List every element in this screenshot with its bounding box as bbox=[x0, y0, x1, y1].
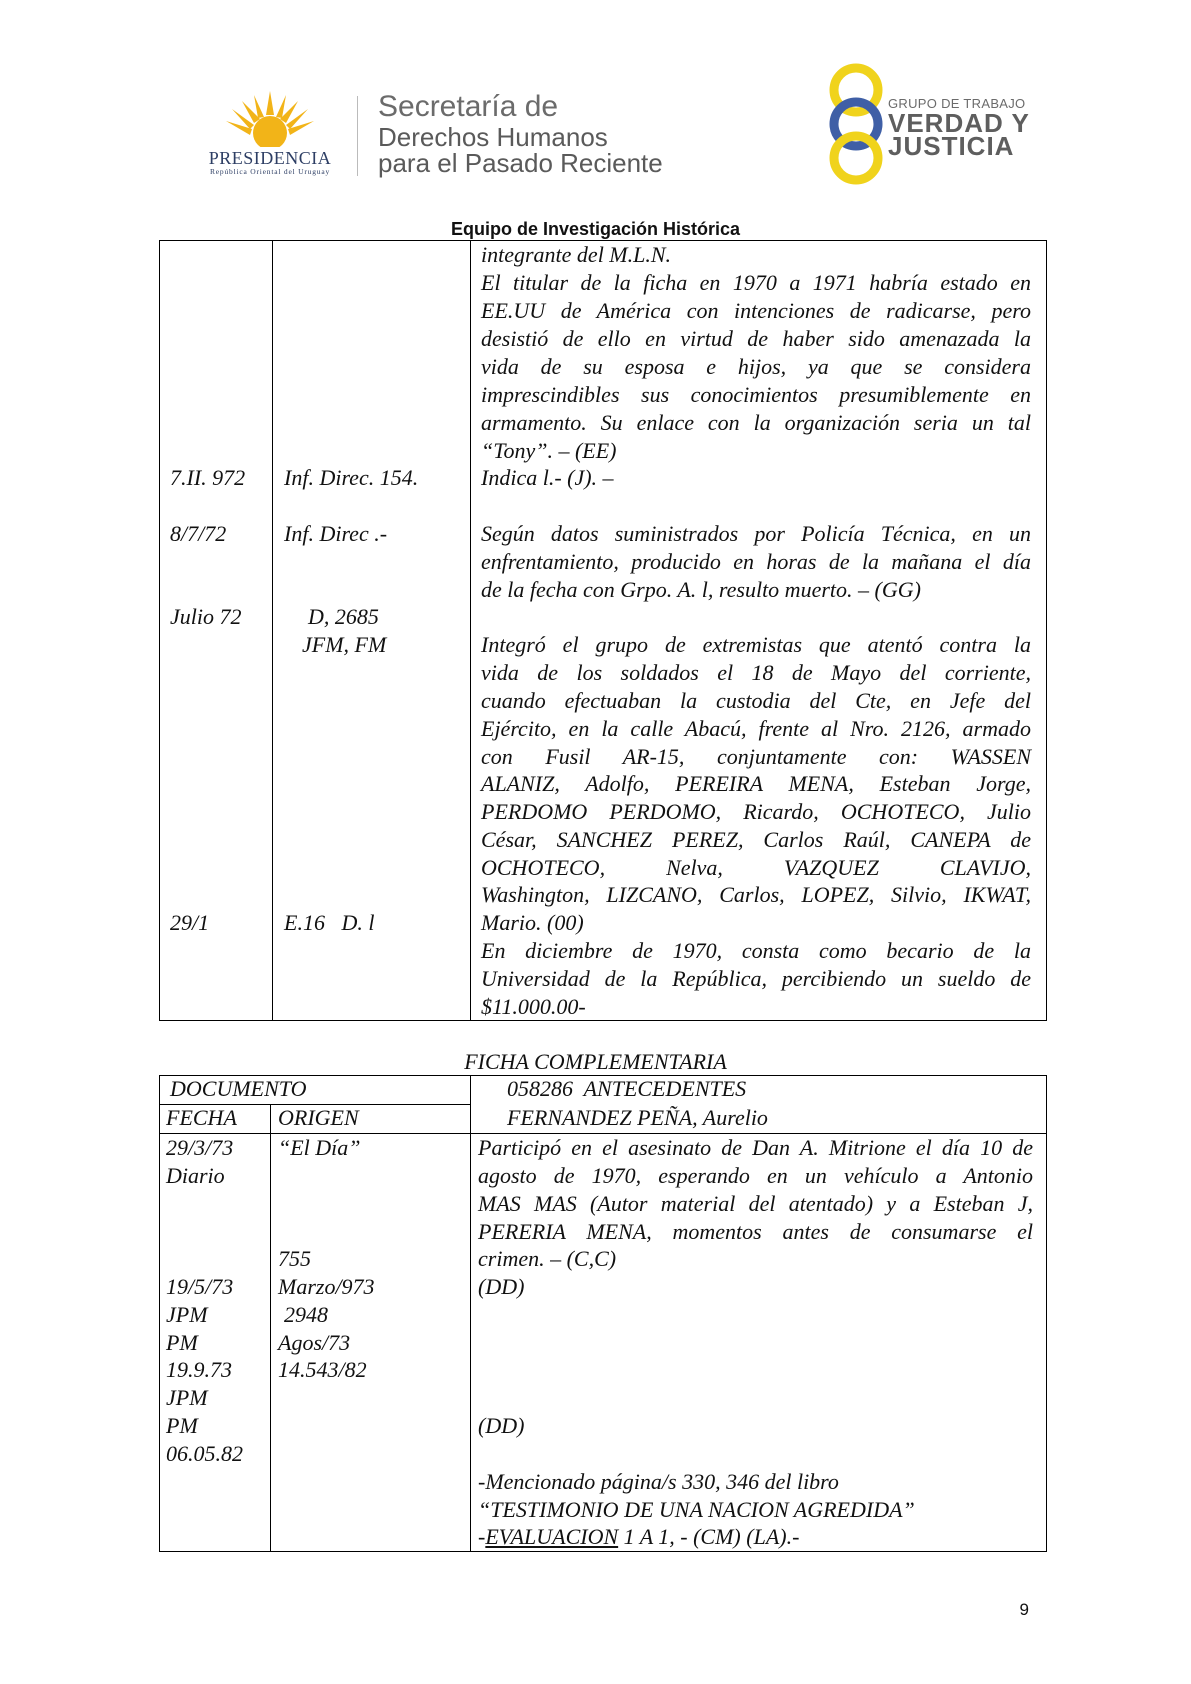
t2-date-line: JPM bbox=[166, 1385, 208, 1410]
t1-text-line: armamento. Su enlace con la organización seria un tal bbox=[481, 410, 1031, 435]
t2-origin-line: Agos/73 bbox=[278, 1330, 351, 1355]
table2-col-divider-2 bbox=[470, 1075, 471, 1552]
evaluacion-value: 1 A 1, - (CM) (LA).- bbox=[618, 1524, 800, 1549]
t1-date-3: Julio 72 bbox=[170, 604, 242, 629]
t1-text-line: En diciembre de 1970, consta como becario de la bbox=[481, 938, 1031, 963]
t1-origin-5: E.16 D. l bbox=[284, 910, 375, 935]
table1-left-border bbox=[159, 240, 160, 1021]
t2-text-line: (DD) bbox=[478, 1274, 525, 1299]
t1-text-line: PERDOMO PERDOMO, Ricardo, OCHOTECO, Julio bbox=[481, 799, 1031, 824]
t1-text-line: cuando efectuaban la custodia del Cte, en Jefe del bbox=[481, 688, 1031, 713]
t1-text-line: integrante del M.L.N. bbox=[481, 242, 672, 267]
table1-divider-1 bbox=[272, 240, 273, 1021]
t1-text-line: vida de los soldados el 18 de Mayo del corriente, bbox=[481, 660, 1031, 685]
t2-text-line: PERERIA MENA, momentos antes de consumarse el bbox=[478, 1219, 1033, 1244]
grupo-line-1: GRUPO DE TRABAJO bbox=[888, 96, 1026, 111]
table1-right-border bbox=[1046, 240, 1047, 1021]
t1-text-line: El titular de la ficha en 1970 a 1971 habría estado en bbox=[481, 270, 1031, 295]
t1-text-line: Ejército, en la calle Abacú, frente al Nro. 2126, armado bbox=[481, 716, 1031, 741]
page-number: 9 bbox=[1019, 1600, 1029, 1619]
t2-origin-line: 2948 bbox=[284, 1302, 328, 1327]
table2-right-border bbox=[1046, 1075, 1047, 1552]
t1-text-line: $11.000.00- bbox=[481, 994, 586, 1019]
t1-origin-3: D, 2685 bbox=[308, 604, 379, 629]
documento-header: DOCUMENTO bbox=[170, 1076, 307, 1101]
team-title: Equipo de Investigación Histórica bbox=[450, 219, 741, 239]
t1-text-line: de la fecha con Grpo. A. l, resulto muerto. – (GG) bbox=[481, 577, 921, 602]
grupo-line-2: VERDAD Y bbox=[888, 108, 1030, 138]
t2-date-line: 29/3/73 bbox=[166, 1135, 234, 1160]
t1-text-line: enfrentamiento, producido en horas de la mañana el día bbox=[481, 549, 1031, 574]
t1-origin-1: Inf. Direc. 154. bbox=[284, 465, 419, 490]
t1-text-line: imprescindibles sus conocimientos presumiblemente en bbox=[481, 382, 1031, 407]
t1-text-line: Washington, LIZCANO, Carlos, LOPEZ, Silvio, IKWAT, bbox=[481, 882, 1031, 907]
t1-text-line: César, SANCHEZ PEREZ, Carlos Raúl, CANEPA de bbox=[481, 827, 1031, 852]
t1-text-line: desistió de ello en virtud de haber sido amenazada la bbox=[481, 326, 1031, 351]
t1-text-line: Mario. (00) bbox=[481, 910, 584, 935]
fecha-header: FECHA bbox=[166, 1105, 237, 1130]
antecedentes-header: 058286 ANTECEDENTES bbox=[507, 1076, 747, 1101]
table1-bottom-border bbox=[159, 1020, 1047, 1021]
t1-text-line: Universidad de la República, percibiendo un sueldo de bbox=[481, 966, 1031, 991]
t2-text-line: agosto de 1970, esperando en un vehículo a Antonio bbox=[478, 1163, 1033, 1188]
presidencia-title: PRESIDENCIA bbox=[208, 148, 332, 168]
t1-date-2: 8/7/72 bbox=[170, 521, 227, 546]
t1-origin-4: JFM, FM bbox=[302, 632, 387, 657]
secretaria-line-3: para el Pasado Reciente bbox=[378, 148, 663, 178]
table1-divider-2 bbox=[470, 240, 471, 1021]
t1-text-line: Según datos suministrados por Policía Técnica, en un bbox=[481, 521, 1031, 546]
t1-text-line: OCHOTECO, Nelva, VAZQUEZ CLAVIJO, bbox=[481, 855, 1031, 880]
t2-text-line: crimen. – (C,C) bbox=[478, 1246, 617, 1271]
table2-col-divider-1 bbox=[270, 1104, 271, 1552]
t2-date-line: Diario bbox=[166, 1163, 225, 1188]
t1-text-line: EE.UU de América con intenciones de radicarse, pero bbox=[481, 298, 1031, 323]
t1-text-line: Integró el grupo de extremistas que atentó contra la bbox=[481, 632, 1031, 657]
t1-text-line: ALANIZ, Adolfo, PEREIRA MENA, Esteban Jorge, bbox=[481, 771, 1031, 796]
person-name: FERNANDEZ PEÑA, Aurelio bbox=[507, 1105, 768, 1130]
t1-text-line: Indica l.- (J). – bbox=[481, 465, 614, 490]
t1-date-4: 29/1 bbox=[170, 910, 210, 935]
t2-date-line: 06.05.82 bbox=[166, 1441, 243, 1466]
evaluacion-label: EVALUACION bbox=[485, 1524, 619, 1549]
t2-origin-line: “El Día” bbox=[278, 1135, 361, 1160]
presidencia-subtitle: República Oriental del Uruguay bbox=[209, 167, 330, 176]
evaluacion-line bbox=[478, 1523, 799, 1551]
t2-text-line: “TESTIMONIO DE UNA NACION AGREDIDA” bbox=[478, 1497, 915, 1522]
t1-text-line: “Tony”. – (EE) bbox=[481, 438, 617, 463]
table2-left-border bbox=[159, 1075, 160, 1552]
evaluacion-dash: - bbox=[478, 1524, 486, 1549]
grupo-line-3: JUSTICIA bbox=[888, 131, 1015, 161]
t1-text-line: vida de su esposa e hijos, ya que se considera bbox=[481, 354, 1031, 379]
t2-date-line: 19/5/73 bbox=[166, 1274, 234, 1299]
ficha-complementaria-title: FICHA COMPLEMENTARIA bbox=[464, 1049, 727, 1074]
t2-date-line: 19.9.73 bbox=[166, 1357, 232, 1382]
t1-origin-2: Inf. Direc .- bbox=[284, 521, 388, 546]
table2-bottom-border bbox=[159, 1551, 1047, 1552]
t2-date-line: PM bbox=[166, 1330, 198, 1355]
t2-date-line: PM bbox=[166, 1413, 198, 1438]
header-divider bbox=[357, 96, 358, 176]
secretaria-line-2: Derechos Humanos bbox=[378, 122, 608, 152]
t2-origin-line: 755 bbox=[278, 1246, 311, 1271]
t2-date-line: JPM bbox=[166, 1302, 208, 1327]
t2-text-line: -Mencionado página/s 330, 346 del libro bbox=[478, 1469, 839, 1494]
t2-origin-line: Marzo/973 bbox=[278, 1274, 375, 1299]
t1-date-1: 7.II. 972 bbox=[170, 465, 246, 490]
origen-header: ORIGEN bbox=[278, 1105, 359, 1130]
t2-text-line: MAS MAS (Autor material del atentado) y a Esteban J, bbox=[478, 1191, 1033, 1216]
secretaria-line-1: Secretaría de bbox=[378, 90, 559, 123]
t2-text-line: (DD) bbox=[478, 1413, 525, 1438]
t1-text-line: con Fusil AR-15, conjuntamente con: WASSEN bbox=[481, 744, 1031, 769]
t2-text-line: Participó en el asesinato de Dan A. Mitrione el día 10 de bbox=[478, 1135, 1033, 1160]
t2-origin-line: 14.543/82 bbox=[278, 1357, 367, 1382]
